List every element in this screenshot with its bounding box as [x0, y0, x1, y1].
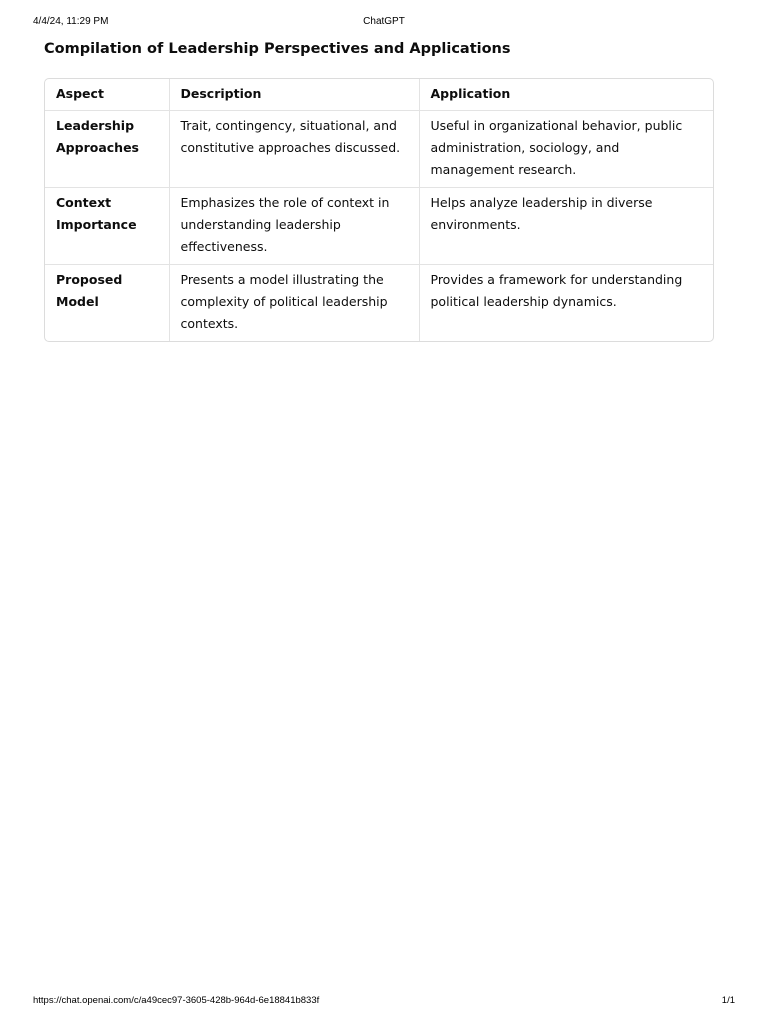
print-footer — [33, 995, 735, 1009]
table — [45, 79, 714, 341]
print-app-title: ChatGPT — [363, 16, 405, 27]
description-cell: Presents a model illustrating the complexity of political leadership contexts. — [169, 264, 419, 341]
description-cell: Trait, contingency, situational, and constitutive approaches discussed. — [169, 110, 419, 187]
leadership-table — [44, 78, 714, 342]
aspect-cell: Leadership Approaches — [45, 110, 169, 187]
page-number: 1/1 — [721, 995, 735, 1006]
print-datetime: 4/4/24, 11:29 PM — [33, 16, 109, 27]
column-header-aspect: Aspect — [45, 79, 169, 110]
application-cell: Helps analyze leadership in diverse environments. — [419, 187, 714, 264]
table-row — [45, 264, 714, 341]
application-cell: Provides a framework for understanding political leadership dynamics. — [430, 271, 683, 309]
column-header-description: Description — [169, 79, 419, 110]
aspect-cell: Context Importance — [45, 187, 169, 264]
description-cell: Emphasizes the role of context in understanding leadership effectiveness. — [169, 187, 419, 264]
print-url[interactable]: https://chat.openai.com/c/a49cec97-3605-428b-964d-6e18841b833f — [33, 995, 320, 1006]
document-title: Compilation of Leadership Perspectives and Applications — [44, 41, 511, 57]
table-row — [45, 110, 714, 187]
print-header — [33, 16, 735, 30]
application-cell: Useful in organizational behavior, public administration, sociology, and management research. — [419, 110, 714, 187]
aspect-cell: Proposed Model — [45, 264, 169, 341]
table-row — [45, 187, 714, 264]
table-header-row — [45, 79, 714, 110]
column-header-application: Application — [419, 79, 714, 110]
